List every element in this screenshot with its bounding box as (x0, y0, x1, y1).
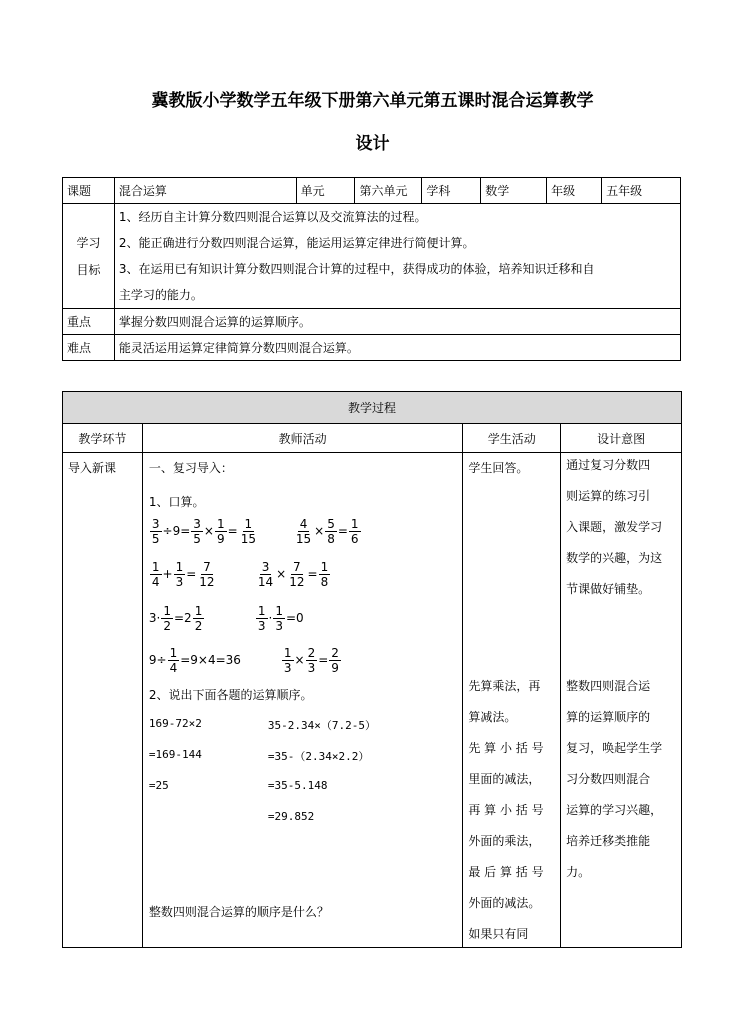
key-label: 重点 (63, 309, 115, 335)
page-title-line1: 冀教版小学数学五年级下册第六单元第五课时混合运算教学 (151, 91, 594, 111)
col-teacher: 教师活动 (142, 424, 462, 453)
goals-label-line2: 目标 (76, 263, 101, 277)
calc-a-line: =169-144 (148, 748, 202, 761)
goal-item: 2、能正确进行分数四则混合运算，能运用运算定律进行简便计算。 (118, 236, 475, 250)
review-heading: 一、复习导入： (148, 461, 233, 475)
topic-value: 混合运算 (114, 178, 296, 204)
intent-text-1: 通过复习分数四 则运算的练习引 入课题，激发学习 数学的兴趣，为这 节课做好铺垫。 (566, 458, 663, 596)
topic-label: 课题 (63, 178, 115, 204)
unit-value: 第六单元 (355, 178, 422, 204)
goal-item: 3、在运用已有知识计算分数四则混合计算的过程中，获得成功的体验，培养知识迁移和自 (118, 262, 595, 276)
calc-b-line: =35-5.148 (267, 779, 328, 792)
stage-cell (63, 453, 143, 948)
key-value: 掌握分数四则混合运算的运算顺序。 (114, 309, 680, 335)
difficulty-label: 难点 (63, 335, 115, 361)
goals-content (114, 204, 680, 309)
goals-label-line1: 学习 (76, 236, 101, 250)
intent-text-2: 整数四则混合运 算的运算顺序的 复习，唤起学生学 习分数四则混合 运算的学习兴趣， 培养迁移类推能 力。 (566, 679, 663, 879)
student-answer: 学生回答。 (468, 461, 529, 475)
grade-value: 五年级 (602, 178, 681, 204)
teacher-cell (142, 453, 462, 948)
intent-cell (561, 453, 682, 948)
oral-calc-2b: $\frac{3}{14}$ × $\frac{7}{12}$ = $\frac{1}{8}$ (257, 560, 329, 589)
lesson-info-table (62, 177, 681, 361)
student-activity-text: 先算乘法，再 算减法。 先 算 小 括 号 里面的减法， 再 算 小 括 号 外面的乘法， 最 后 算 括 号 外面的减法。 如果只有同 (468, 679, 544, 941)
subject-value: 数学 (481, 178, 547, 204)
oral-calc-4b: $\frac{1}{3}$ × $\frac{2}{3}$ = $\frac{2}{9}$ (283, 646, 339, 675)
oral-heading: 1、口算。 (148, 495, 205, 509)
col-intent: 设计意图 (561, 424, 682, 453)
goals-label (63, 204, 115, 309)
calc-b-line: 35-2.34×（7.2-5） (267, 719, 376, 732)
unit-label: 单元 (296, 178, 355, 204)
order-heading: 2、说出下面各题的运算顺序。 (148, 688, 313, 702)
oral-calc-3a: 3· $\frac{1}{2}$ =2 $\frac{1}{2}$ (148, 604, 203, 633)
process-header: 教学过程 (63, 392, 682, 424)
calc-a-line: 169-72×2 (148, 717, 202, 730)
calc-a-line: =25 (148, 779, 169, 792)
stage-name: 导入新课 (68, 461, 117, 475)
integer-order-question: 整数四则混合运算的顺序是什么？ (148, 905, 329, 919)
goal-item: 1、经历自主计算分数四则混合运算以及交流算法的过程。 (118, 210, 427, 224)
calc-b-line: =35-（2.34×2.2） (267, 750, 370, 763)
oral-calc-1a: $\frac{3}{5}$ ÷9= $\frac{3}{5}$ × $\frac{1}{9}$ = $\frac{1}{15}$ (151, 517, 256, 546)
subject-label: 学科 (422, 178, 481, 204)
oral-calc-1b: $\frac{4}{15}$ × $\frac{5}{8}$ = $\frac{1}{6}$ (295, 517, 359, 546)
calc-b-line: =29.852 (267, 810, 315, 823)
oral-calc-3b: $\frac{1}{3}$ · $\frac{1}{3}$ =0 (257, 604, 304, 633)
goal-item: 主学习的能力。 (118, 288, 203, 302)
difficulty-value: 能灵活运用运算定律简算分数四则混合运算。 (114, 335, 680, 361)
teaching-process-table (62, 391, 682, 948)
oral-calc-2a: $\frac{1}{4}$ + $\frac{1}{3}$ = $\frac{7}{12}$ (151, 560, 215, 589)
grade-label: 年级 (547, 178, 602, 204)
oral-calc-4a: 9÷ $\frac{1}{4}$ =9×4=36 (148, 646, 241, 675)
page-title-line2: 设计 (355, 134, 390, 154)
col-stage: 教学环节 (63, 424, 143, 453)
col-student: 学生活动 (463, 424, 561, 453)
student-cell (463, 453, 561, 948)
